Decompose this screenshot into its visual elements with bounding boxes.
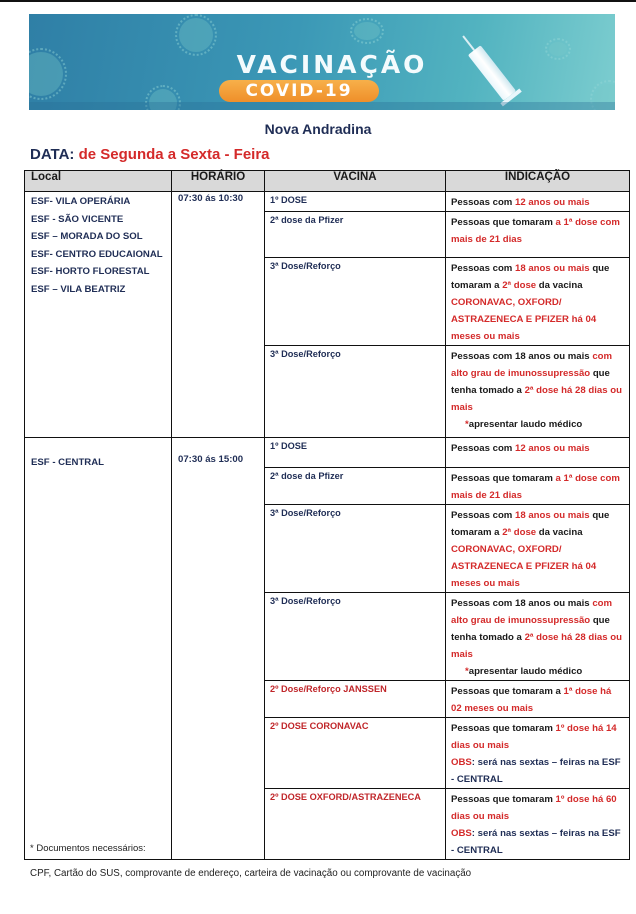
highlight-text: 1º dose há 60 dias ou mais — [451, 794, 617, 822]
banner-subtitle: COVID-19 — [219, 80, 379, 102]
table-row — [25, 438, 630, 468]
obs-note — [451, 825, 623, 859]
virus-icon — [179, 18, 213, 52]
site-name: ESF- VILA OPERÁRIA — [31, 196, 131, 207]
header-horario: HORÁRIO — [172, 171, 265, 192]
highlight-text: 12 anos ou mais — [515, 443, 590, 454]
cell-indicacao — [446, 438, 630, 468]
top-border — [0, 0, 636, 2]
cell-indicacao — [446, 681, 630, 718]
indication-text: Pessoas que tomaram — [451, 794, 556, 805]
indication-text: que tomaram a — [451, 263, 610, 291]
site-name: ESF - SÃO VICENTE — [31, 213, 124, 225]
site-name: ESF – MORADA DO SOL — [31, 231, 143, 242]
vaccination-banner — [29, 14, 615, 110]
indication-text: Pessoas com — [451, 510, 515, 521]
obs-text: : será nas sextas – feiras na ESF - CENTRAL — [451, 757, 621, 785]
highlight-text: 2ª dose — [502, 527, 537, 538]
highlight-text: CORONAVAC, OXFORD/ ASTRAZENECA E PFIZER há 04 meses ou mais — [451, 544, 597, 589]
cell-vacina: 3ª Dose/Reforço — [265, 346, 446, 438]
date-value: de Segunda a Sexta - Feira — [78, 146, 270, 163]
highlight-text: 12 anos ou mais — [515, 197, 590, 208]
site-name: ESF- HORTO FLORESTAL — [31, 266, 150, 277]
cell-horario: 07:30 ás 15:00 — [172, 438, 265, 860]
banner-title: VACINAÇÃO — [236, 50, 428, 79]
indication-text: Pessoas que tomaram — [451, 217, 556, 228]
documents-list: CPF, Cartão do SUS, comprovante de endereço, carteira de vacinação ou comprovante de vacinação — [30, 868, 472, 879]
highlight-text: com alto grau de imunossupressão — [451, 598, 613, 626]
highlight-text: 2ª dose há 28 dias ou mais — [451, 632, 622, 660]
note-text: apresentar laudo médico — [468, 419, 583, 430]
obs-note — [451, 754, 623, 788]
highlight-text: com alto grau de imunossupressão — [451, 351, 613, 379]
highlight-text: 18 anos ou mais — [515, 510, 590, 521]
cell-vacina: 2º Dose/Reforço JANSSEN — [265, 681, 446, 718]
indication-text: Pessoas com — [451, 443, 515, 454]
cell-indicacao — [446, 212, 630, 258]
cell-vacina: 2ª dose da Pfizer — [265, 468, 446, 505]
banner-bottom-band — [29, 102, 615, 110]
cell-vacina: 3ª Dose/Reforço — [265, 505, 446, 593]
cell-vacina: 1º DOSE — [265, 192, 446, 212]
indication-text: da vacina — [536, 280, 583, 291]
cell-indicacao — [446, 468, 630, 505]
highlight-text: a 1ª dose com mais de 21 dias — [451, 473, 620, 501]
table-header-row — [25, 171, 630, 192]
documents-note-title: * Documentos necessários: — [30, 843, 146, 854]
header-local: Local — [25, 171, 172, 192]
cell-horario: 07:30 ás 10:30 — [172, 192, 265, 438]
obs-label: OBS — [451, 757, 472, 768]
cell-indicacao — [446, 789, 630, 860]
highlight-text: 2ª dose há 28 dias ou mais — [451, 385, 622, 413]
site-name: ESF – VILA BEATRIZ — [31, 283, 126, 295]
cell-indicacao — [446, 346, 630, 438]
cell-vacina: 2º DOSE CORONAVAC — [265, 718, 446, 789]
medical-report-note — [451, 663, 623, 680]
medical-report-note — [451, 416, 623, 433]
cell-indicacao — [446, 192, 630, 212]
virus-icon — [354, 22, 380, 40]
schedule-table — [24, 170, 630, 860]
cell-indicacao — [446, 593, 630, 681]
cell-indicacao — [446, 258, 630, 346]
cell-local — [25, 438, 172, 860]
indication-text: Pessoas com 18 anos ou mais — [451, 598, 593, 609]
indication-text: Pessoas que tomaram — [451, 473, 556, 484]
indication-text: da vacina — [536, 527, 583, 538]
highlight-text: 1ª dose há 02 meses ou mais — [451, 686, 612, 714]
indication-text: Pessoas com — [451, 197, 515, 208]
cell-indicacao — [446, 718, 630, 789]
obs-label: OBS — [451, 828, 472, 839]
date-line — [30, 146, 270, 163]
date-label: DATA: — [30, 146, 75, 163]
site-name: ESF- CENTRO EDUCAIONAL — [31, 248, 163, 260]
header-vacina: VACINA — [265, 171, 446, 192]
highlight-text: CORONAVAC, OXFORD/ ASTRAZENECA E PFIZER há 04 meses ou mais — [451, 297, 597, 342]
cell-indicacao — [446, 505, 630, 593]
cell-vacina: 1º DOSE — [265, 438, 446, 468]
header-indicacao: INDICAÇÃO — [446, 171, 630, 192]
indication-text: que tenha tomado a — [451, 368, 610, 396]
note-asterisk: * — [465, 666, 469, 677]
indication-text: que tomaram a — [451, 510, 610, 538]
highlight-text: a 1ª dose com mais de 21 dias — [451, 217, 620, 245]
cell-vacina: 2º DOSE OXFORD/ASTRAZENECA — [265, 789, 446, 860]
indication-text: que tenha tomado a — [451, 615, 610, 643]
cell-vacina: 3ª Dose/Reforço — [265, 258, 446, 346]
indication-text: Pessoas com — [451, 263, 515, 274]
indication-text: Pessoas que tomaram a — [451, 686, 564, 697]
highlight-text: 2ª dose — [502, 280, 537, 291]
table-body — [25, 192, 630, 860]
highlight-text: 18 anos ou mais — [515, 263, 590, 274]
cell-vacina: 3ª Dose/Reforço — [265, 593, 446, 681]
table-row — [25, 192, 630, 212]
highlight-text: 1º dose há 14 dias ou mais — [451, 723, 617, 751]
note-asterisk: * — [465, 419, 469, 430]
cell-local — [25, 192, 172, 438]
cell-vacina: 2ª dose da Pfizer — [265, 212, 446, 258]
indication-text: Pessoas com 18 anos ou mais — [451, 351, 593, 362]
note-text: apresentar laudo médico — [468, 666, 583, 677]
obs-text: : será nas sextas – feiras na ESF - CENTRAL — [451, 828, 621, 856]
indication-text: Pessoas que tomaram — [451, 723, 556, 734]
city-title: Nova Andradina — [264, 121, 372, 137]
site-name: ESF - CENTRAL — [31, 457, 105, 468]
